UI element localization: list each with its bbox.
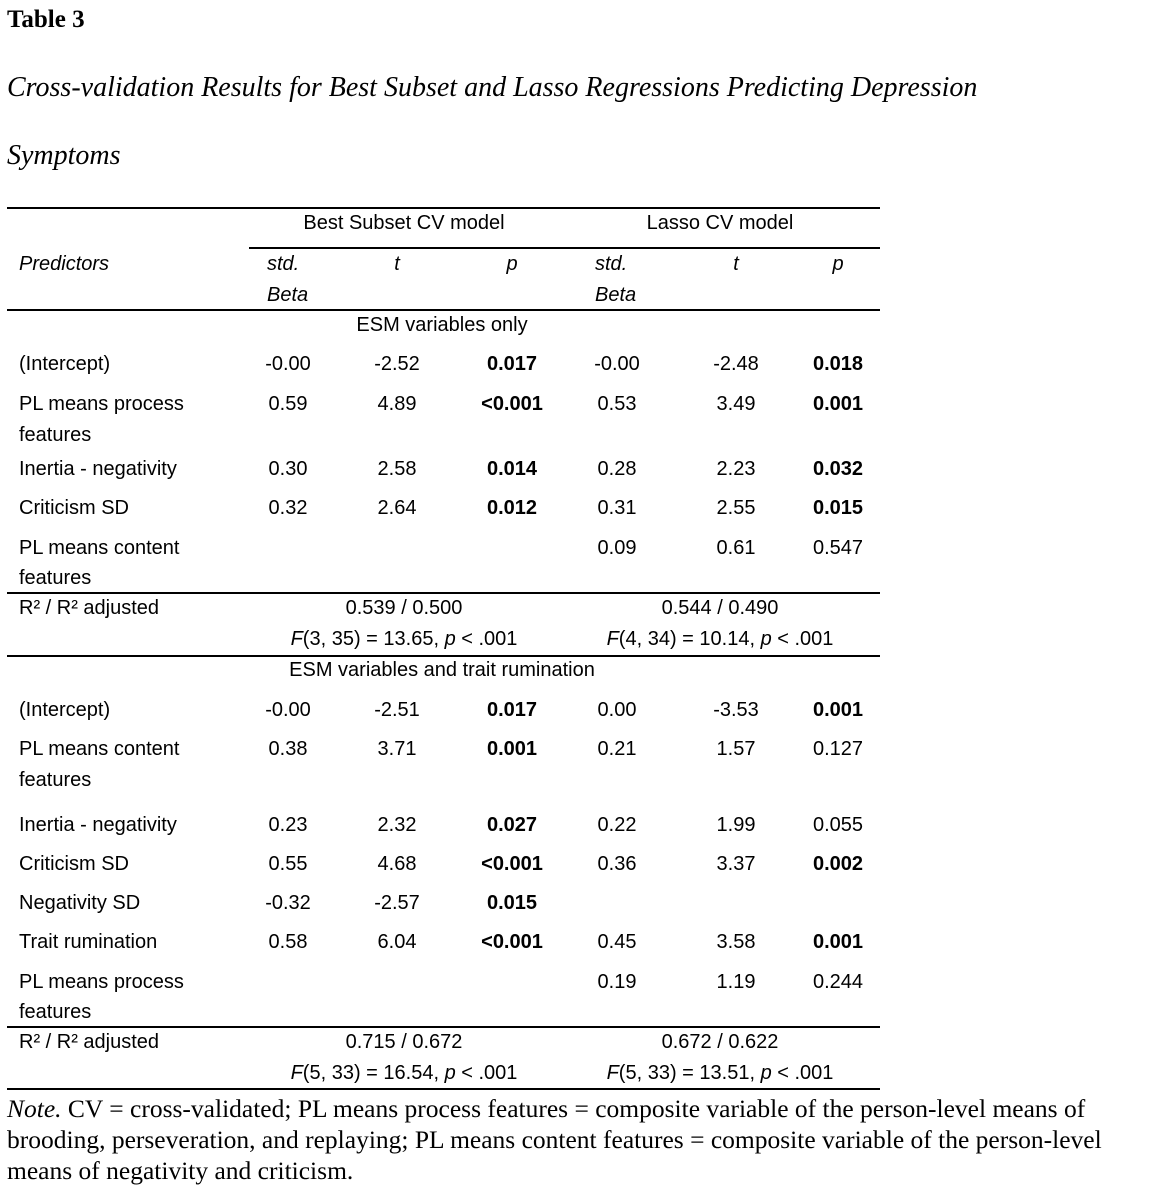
- column-header-best-p: p: [506, 253, 518, 275]
- best-t-cell: -2.51: [374, 699, 420, 721]
- best-beta-cell: 0.59: [268, 393, 308, 415]
- predictor-label: PL means content: [19, 537, 180, 559]
- lasso-beta-cell: 0.53: [597, 393, 637, 415]
- table-title-line-2: Symptoms: [7, 140, 121, 171]
- best-beta-cell: 0.32: [268, 497, 308, 519]
- best-r2-value: 0.715 / 0.672: [345, 1031, 463, 1053]
- column-header-lasso-p: p: [832, 253, 844, 275]
- best-t-cell: 2.58: [377, 458, 417, 480]
- lasso-beta-cell: 0.00: [597, 699, 637, 721]
- column-header-predictors: Predictors: [19, 253, 110, 275]
- lasso-t-cell: 1.57: [716, 738, 756, 760]
- lasso-p-cell: 0.127: [812, 738, 864, 760]
- best-t-cell: 2.64: [377, 497, 417, 519]
- best-beta-cell: 0.38: [268, 738, 308, 760]
- r2-top-rule: [7, 592, 880, 594]
- best-beta-cell: 0.55: [268, 853, 308, 875]
- lasso-t-cell: 2.23: [716, 458, 756, 480]
- best-p-cell: 0.001: [486, 738, 538, 760]
- lasso-beta-cell: 0.09: [597, 537, 637, 559]
- best-beta-cell: 0.30: [268, 458, 308, 480]
- predictor-label: (Intercept): [19, 353, 111, 375]
- predictor-label: PL means content: [19, 738, 180, 760]
- lasso-beta-cell: 0.21: [597, 738, 637, 760]
- lasso-p-cell: 0.001: [812, 931, 864, 953]
- r2-label: R² / R² adjusted: [19, 1031, 160, 1053]
- best-t-cell: 3.71: [377, 738, 417, 760]
- best-p-cell: <0.001: [481, 393, 543, 415]
- predictor-label: PL means process: [19, 971, 184, 993]
- r2-label: R² / R² adjusted: [19, 597, 160, 619]
- predictor-label-continued: features: [19, 1001, 92, 1023]
- best-r2-value: 0.539 / 0.500: [345, 597, 463, 619]
- lasso-t-cell: -2.48: [713, 353, 759, 375]
- best-f-statistic: F(3, 35) = 13.65, p < .001: [290, 628, 518, 650]
- column-header-lasso-std: std.: [595, 253, 628, 275]
- column-header-best-std: std.: [267, 253, 300, 275]
- best-t-cell: 2.32: [377, 814, 417, 836]
- lasso-r2-value: 0.672 / 0.622: [661, 1031, 779, 1053]
- lasso-t-cell: 2.55: [716, 497, 756, 519]
- lasso-p-cell: 0.244: [812, 971, 864, 993]
- lasso-beta-cell: 0.45: [597, 931, 637, 953]
- predictor-label: PL means process: [19, 393, 184, 415]
- lasso-t-cell: 3.49: [716, 393, 756, 415]
- best-p-cell: 0.027: [486, 814, 538, 836]
- predictor-label-continued: features: [19, 769, 92, 791]
- group-header-rule: [249, 247, 880, 249]
- lasso-t-cell: -3.53: [713, 699, 759, 721]
- table-label: Table 3: [7, 6, 85, 33]
- lasso-f-statistic: F(4, 34) = 10.14, p < .001: [606, 628, 834, 650]
- table-title-line-1: Cross-validation Results for Best Subset and Lasso Regressions Predicting Depression: [7, 72, 978, 103]
- r2-top-rule: [7, 1026, 880, 1028]
- column-header-lasso-t: t: [733, 253, 739, 275]
- best-t-cell: 4.89: [377, 393, 417, 415]
- header-bottom-rule: [7, 309, 880, 311]
- lasso-p-cell: 0.001: [812, 393, 864, 415]
- predictor-label-continued: features: [19, 424, 92, 446]
- table-note: [7, 1093, 1147, 1186]
- lasso-p-cell: 0.018: [812, 353, 864, 375]
- column-header-best-beta: Beta: [267, 284, 309, 306]
- lasso-t-cell: 1.99: [716, 814, 756, 836]
- lasso-t-cell: 1.19: [716, 971, 756, 993]
- lasso-beta-cell: 0.19: [597, 971, 637, 993]
- table-bottom-rule: [7, 1088, 880, 1090]
- lasso-beta-cell: 0.36: [597, 853, 637, 875]
- column-header-lasso-beta: Beta: [595, 284, 637, 306]
- section-title: ESM variables only: [356, 314, 528, 336]
- section-divider-rule: [7, 655, 880, 657]
- predictor-label-continued: features: [19, 567, 92, 589]
- lasso-beta-cell: 0.28: [597, 458, 637, 480]
- best-beta-cell: -0.00: [265, 699, 311, 721]
- lasso-t-cell: 0.61: [716, 537, 756, 559]
- note-label: Note.: [7, 1094, 62, 1123]
- best-t-cell: -2.52: [374, 353, 420, 375]
- lasso-p-cell: 0.015: [812, 497, 864, 519]
- best-beta-cell: 0.58: [268, 931, 308, 953]
- group-header-lasso: Lasso CV model: [646, 212, 794, 234]
- column-header-best-t: t: [394, 253, 400, 275]
- best-p-cell: <0.001: [481, 931, 543, 953]
- predictor-label: Criticism SD: [19, 853, 129, 875]
- lasso-p-cell: 0.001: [812, 699, 864, 721]
- best-t-cell: 6.04: [377, 931, 417, 953]
- lasso-beta-cell: -0.00: [594, 353, 640, 375]
- lasso-t-cell: 3.58: [716, 931, 756, 953]
- lasso-f-statistic: F(5, 33) = 13.51, p < .001: [606, 1062, 834, 1084]
- lasso-r2-value: 0.544 / 0.490: [661, 597, 779, 619]
- best-p-cell: <0.001: [481, 853, 543, 875]
- best-beta-cell: -0.00: [265, 353, 311, 375]
- best-beta-cell: -0.32: [265, 892, 311, 914]
- predictor-label: Criticism SD: [19, 497, 129, 519]
- predictor-label: Inertia - negativity: [19, 814, 177, 836]
- predictor-label: Negativity SD: [19, 892, 141, 914]
- predictor-label: Inertia - negativity: [19, 458, 177, 480]
- lasso-beta-cell: 0.22: [597, 814, 637, 836]
- best-p-cell: 0.015: [486, 892, 538, 914]
- predictor-label: Trait rumination: [19, 931, 158, 953]
- best-p-cell: 0.012: [486, 497, 538, 519]
- table-top-rule: [7, 207, 880, 209]
- best-t-cell: 4.68: [377, 853, 417, 875]
- best-beta-cell: 0.23: [268, 814, 308, 836]
- note-text: CV = cross-validated; PL means process features = composite variable of the person-level means of brooding, perseveration, and replaying; PL means content features = composite variable of the person-level means of negativity and criticism.: [7, 1094, 1102, 1185]
- best-t-cell: -2.57: [374, 892, 420, 914]
- predictor-label: (Intercept): [19, 699, 111, 721]
- best-f-statistic: F(5, 33) = 16.54, p < .001: [290, 1062, 518, 1084]
- lasso-p-cell: 0.547: [812, 537, 864, 559]
- section-title: ESM variables and trait rumination: [289, 659, 595, 681]
- lasso-t-cell: 3.37: [716, 853, 756, 875]
- lasso-p-cell: 0.055: [812, 814, 864, 836]
- best-p-cell: 0.017: [486, 699, 538, 721]
- lasso-p-cell: 0.032: [812, 458, 864, 480]
- group-header-best-subset: Best Subset CV model: [303, 212, 505, 234]
- best-p-cell: 0.017: [486, 353, 538, 375]
- best-p-cell: 0.014: [486, 458, 538, 480]
- lasso-beta-cell: 0.31: [597, 497, 637, 519]
- lasso-p-cell: 0.002: [812, 853, 864, 875]
